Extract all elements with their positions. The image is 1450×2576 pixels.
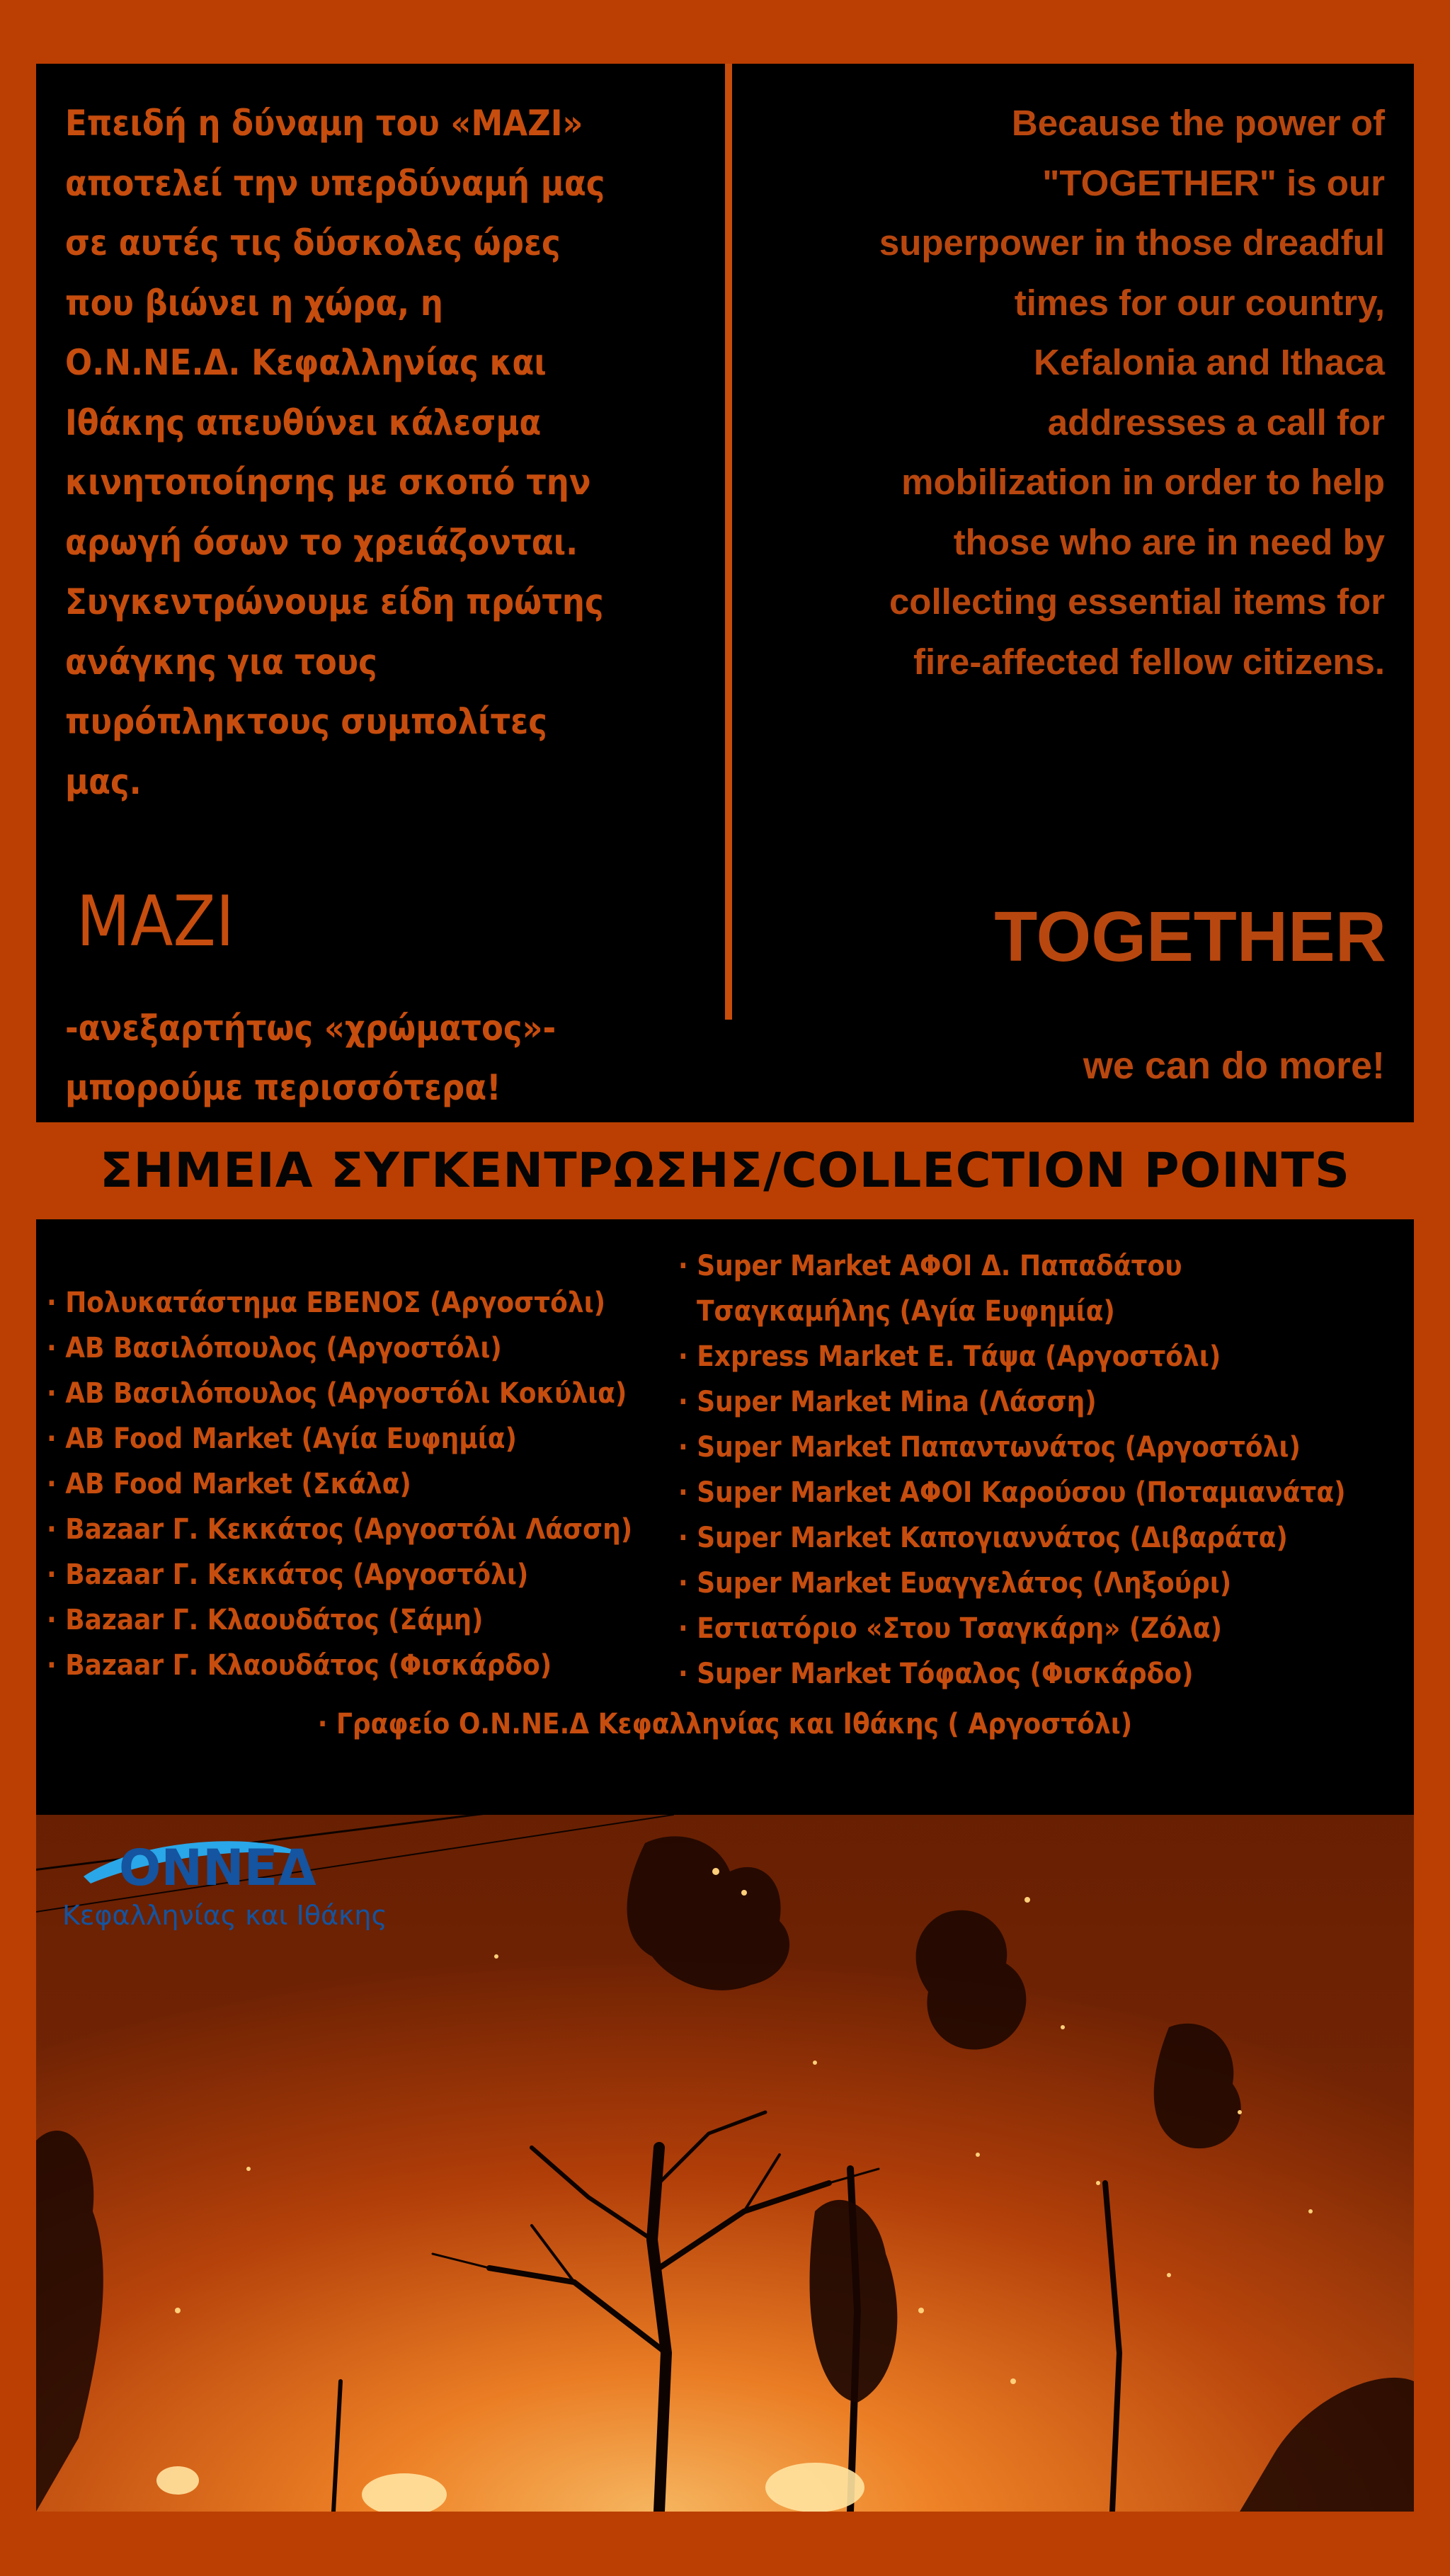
english-line: those who are in need by <box>953 521 1385 562</box>
logo-wordmark: ΟΝΝΕΔ <box>119 1839 316 1897</box>
greek-message <box>65 93 702 811</box>
english-line: addresses a call for <box>1047 401 1385 443</box>
greek-line: Ιθάκης απευθύνει κάλεσμα <box>65 401 542 443</box>
onned-logo <box>62 1827 445 1933</box>
english-line: Kefalonia and Ithaca <box>1034 342 1385 382</box>
list-item: · Super Market Παπαντωνάτος (Αργοστόλι) <box>678 1431 1301 1464</box>
list-item: · Bazaar Γ. Κλαουδάτος (Φισκάρδο) <box>47 1649 552 1682</box>
list-item: · Super Market Ευαγγελάτος (Ληξούρι) <box>678 1567 1232 1600</box>
greek-line: πυρόπληκτους συμπολίτες <box>65 701 547 742</box>
mazi-subtitle-line: -ανεξαρτήτως «χρώματος»- <box>65 1008 556 1049</box>
together-title: TOGETHER <box>994 897 1386 976</box>
column-divider <box>725 64 732 1020</box>
collection-points-heading: ΣΗΜΕΙΑ ΣΥΓΚΕΝΤΡΩΣΗΣ/COLLECTION POINTS <box>100 1143 1350 1199</box>
office-collection-point: · Γραφείο Ο.Ν.ΝΕ.Δ Κεφαλληνίας και Ιθάκης ( Αργοστόλι) <box>317 1708 1133 1740</box>
together-subtitle: we can do more! <box>1083 1044 1385 1087</box>
list-item: · Bazaar Γ. Κλαουδάτος (Σάμη) <box>47 1604 484 1636</box>
list-item: · Super Market ΑΦΟΙ Δ. Παπαδάτου <box>678 1250 1182 1282</box>
mazi-subtitle <box>65 998 556 1117</box>
greek-line: αποτελεί την υπερδύναμή μας <box>65 162 605 204</box>
greek-line: μας. <box>65 760 142 802</box>
logo-subtitle: Κεφαλληνίας και Ιθάκης <box>62 1900 387 1931</box>
greek-line: κινητοποίησης με σκοπό την <box>65 462 591 503</box>
list-item: · Εστιατόριο «Στου Τσαγκάρη» (Ζόλα) <box>678 1612 1223 1645</box>
mazi-subtitle-line: μπορούμε περισσότερα! <box>65 1067 501 1108</box>
list-item: · AB Βασιλόπουλος (Αργοστόλι Κοκύλια) <box>47 1377 627 1410</box>
greek-line: Ο.Ν.ΝΕ.Δ. Κεφαλληνίας και <box>65 342 547 383</box>
list-item: · Bazaar Γ. Κεκκάτος (Αργοστόλι) <box>47 1558 529 1591</box>
collection-points-right-list <box>678 1243 1346 1697</box>
greek-line: ανάγκης για τους <box>65 641 377 683</box>
english-line: fire-affected fellow citizens. <box>913 641 1385 682</box>
english-line: Because the power of <box>1011 103 1385 143</box>
english-line: superpower in those dreadful <box>879 222 1385 263</box>
english-line: collecting essential items for <box>889 581 1385 622</box>
collection-points-left-list <box>47 1280 632 1688</box>
list-item: · Super Market Καπογιαννάτος (Διβαράτα) <box>678 1522 1288 1554</box>
list-item-continuation: Τσαγκαμήλης (Αγία Ευφημία) <box>697 1295 1115 1328</box>
list-item: · Super Market Τόφαλος (Φισκάρδο) <box>678 1658 1194 1690</box>
list-item: · Express Market Ε. Τάψα (Αργοστόλι) <box>678 1340 1221 1373</box>
list-item: · AB Food Market (Σκάλα) <box>47 1468 411 1500</box>
list-item: · Bazaar Γ. Κεκκάτος (Αργοστόλι Λάσση) <box>47 1513 633 1546</box>
english-line: "TOGETHER" is our <box>1042 162 1385 203</box>
greek-line: Συγκεντρώνουμε είδη πρώτης <box>65 581 604 622</box>
list-item: · Πολυκατάστημα ΕΒΕΝΟΣ (Αργοστόλι) <box>47 1287 606 1319</box>
list-item: · Super Market Mina (Λάσση) <box>678 1386 1097 1418</box>
list-item: · AB Food Market (Αγία Ευφημία) <box>47 1423 517 1455</box>
greek-line: Επειδή η δύναμη του «MAZI» <box>65 103 583 144</box>
list-item: · Super Market ΑΦΟΙ Καρούσου (Ποταμιανάτα) <box>678 1476 1346 1509</box>
greek-line: που βιώνει η χώρα, η <box>65 282 443 324</box>
greek-line: αρωγή όσων το χρειάζονται. <box>65 521 578 563</box>
english-line: times for our country, <box>1014 282 1385 323</box>
list-item: · AB Βασιλόπουλος (Αργοστόλι) <box>47 1332 502 1364</box>
mazi-title: MAZI <box>76 882 234 962</box>
greek-line: σε αυτές τις δύσκολες ώρες <box>65 222 561 263</box>
english-message <box>748 93 1385 692</box>
english-line: mobilization in order to help <box>901 462 1385 502</box>
